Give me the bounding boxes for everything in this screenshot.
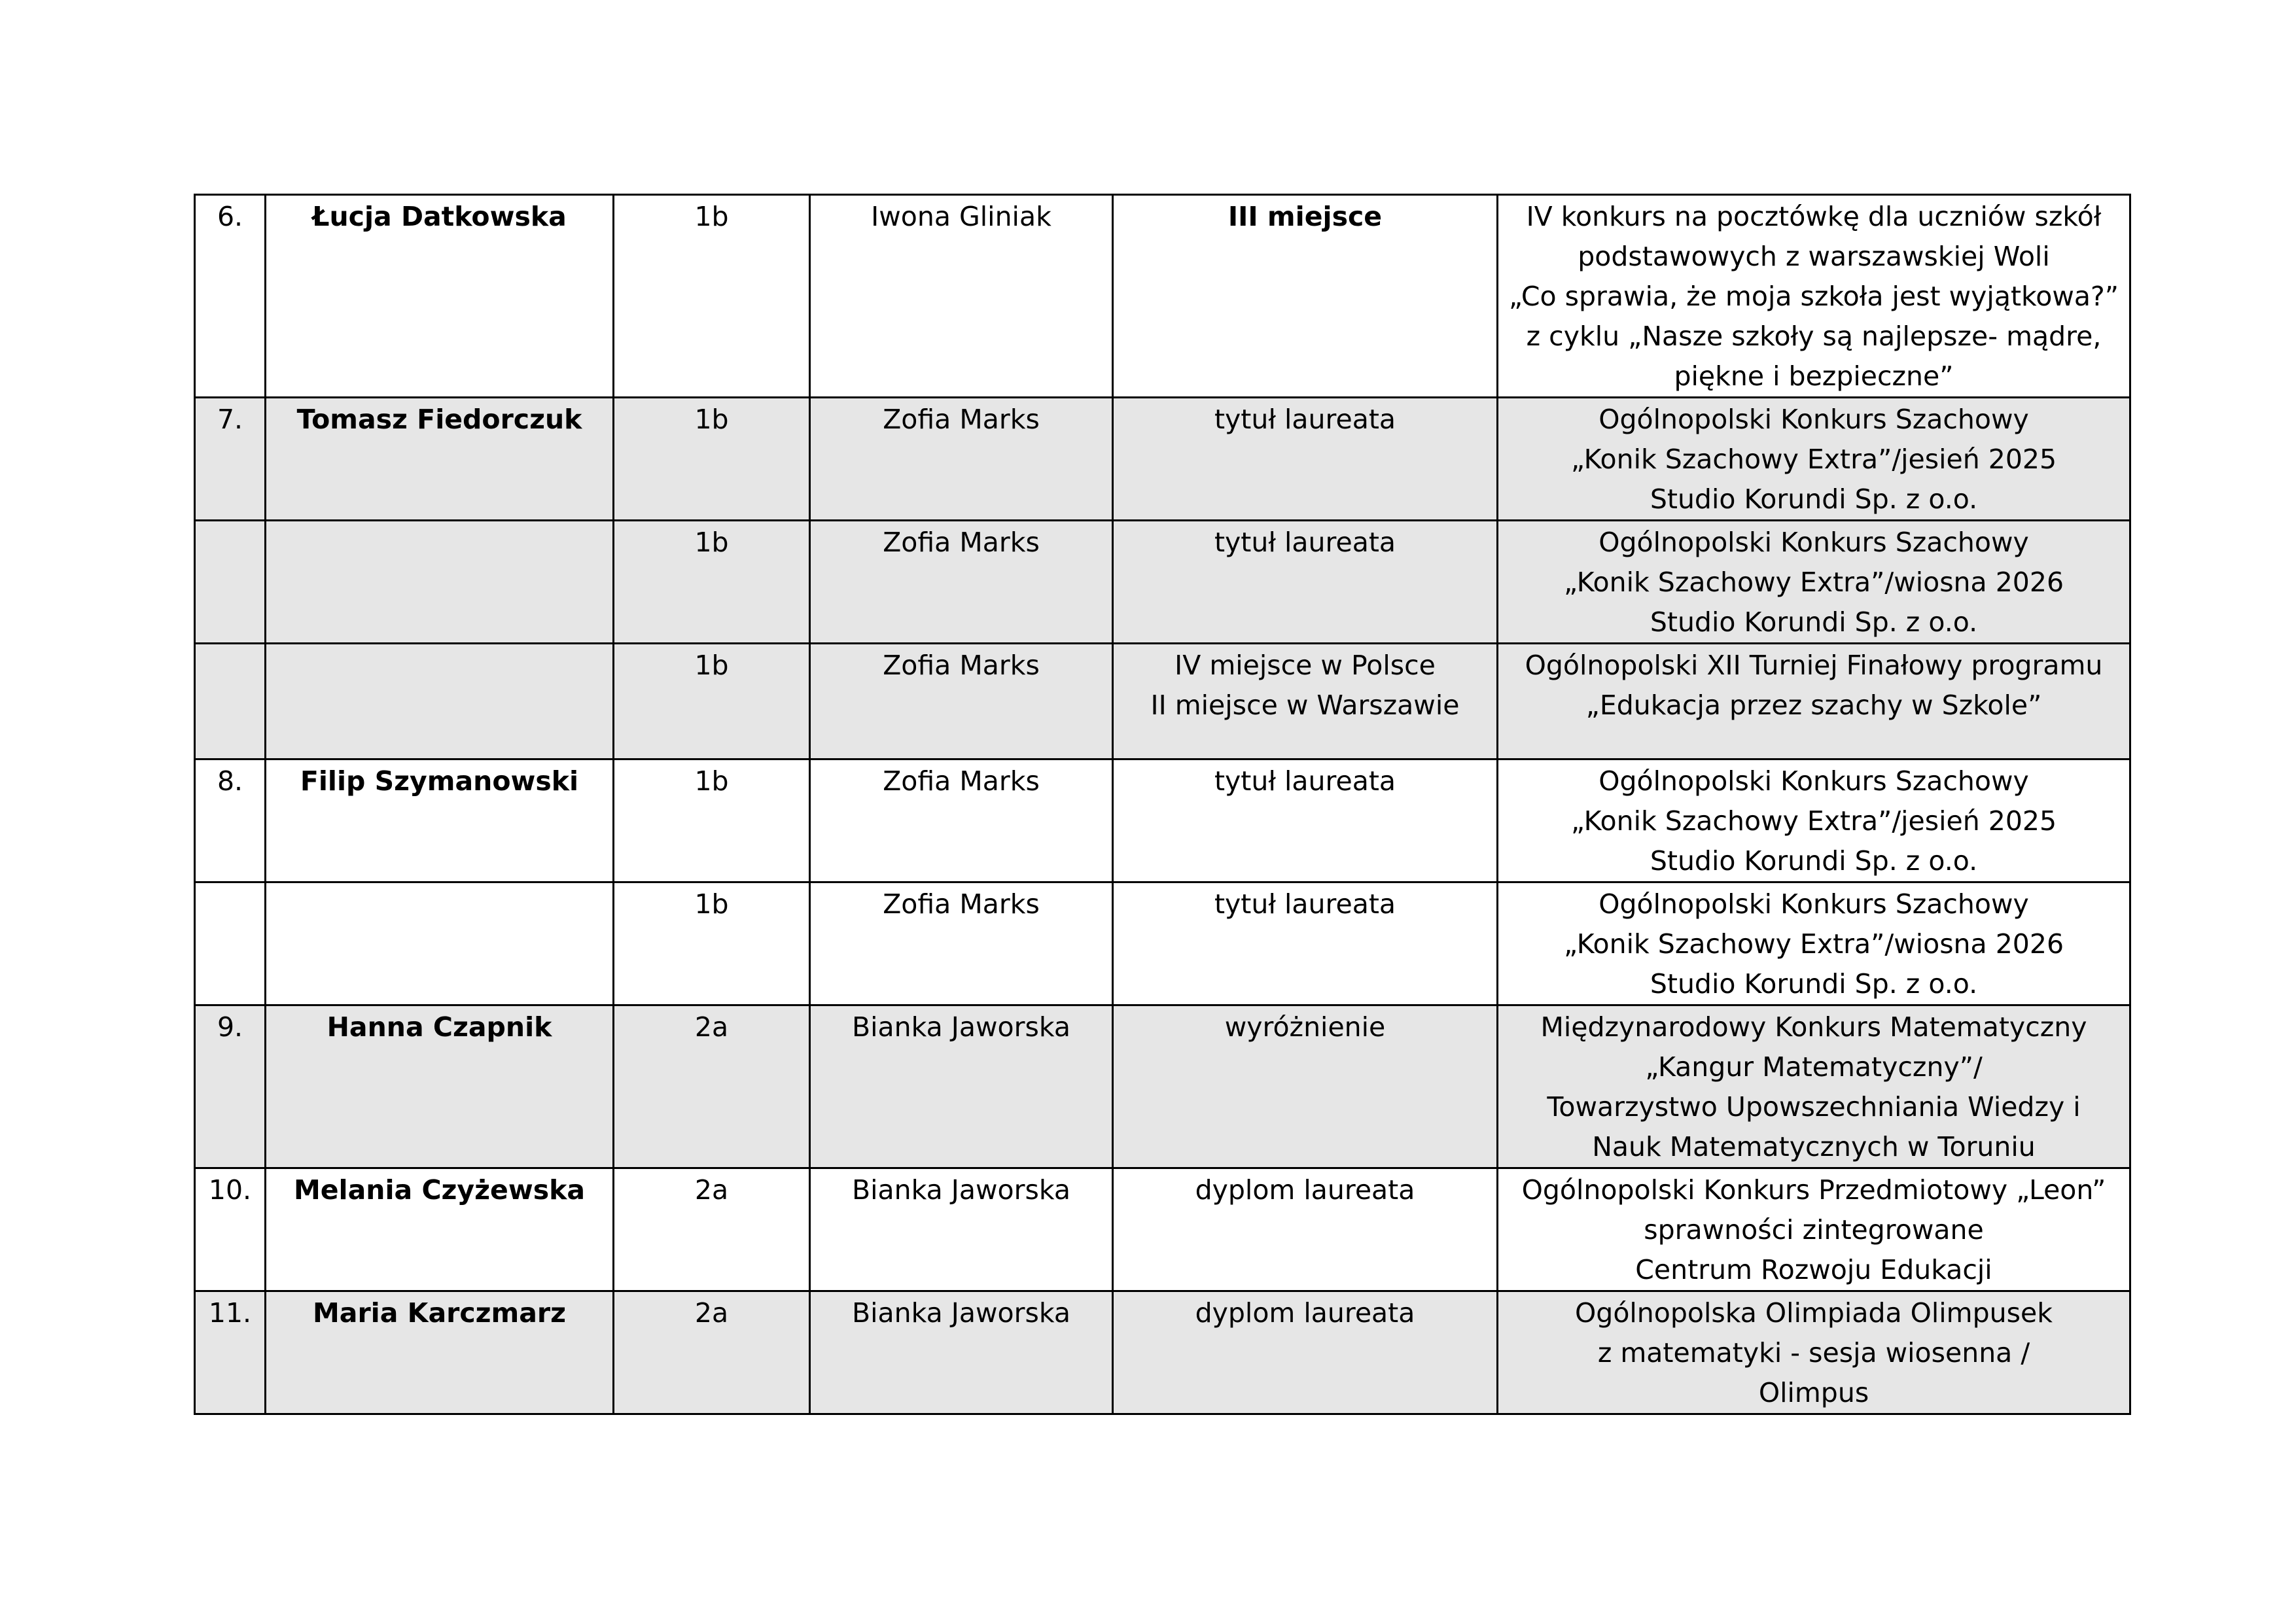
row-number-cell: 9. [195, 1005, 266, 1168]
row-number-cell: 7. [195, 398, 266, 521]
competition-line: „Konik Szachowy Extra”/jesień 2025 [1570, 805, 2057, 837]
competition-cell [1498, 1168, 2130, 1291]
awards-table-body [195, 195, 2130, 1414]
competition-line: „Co sprawia, że moja szkoła jest wyjątkowa?” [1508, 281, 2119, 312]
class-cell: 2a [614, 1005, 810, 1168]
class-cell: 2a [614, 1291, 810, 1414]
teacher-cell: Bianka Jaworska [810, 1005, 1113, 1168]
place-cell [1113, 195, 1498, 398]
student-name-cell [266, 521, 614, 644]
competition-cell [1498, 644, 2130, 759]
row-number-cell [195, 644, 266, 759]
competition-cell [1498, 398, 2130, 521]
competition-line: z cyklu „Nasze szkoły są najlepsze- mądre, [1526, 321, 2102, 352]
class-cell: 1b [614, 882, 810, 1005]
competition-line: z matematyki - sesja wiosenna / [1597, 1337, 2030, 1369]
competition-line: Ogólnopolski XII Turniej Finałowy programu [1525, 650, 2103, 681]
teacher-cell: Zofia Marks [810, 398, 1113, 521]
class-cell: 1b [614, 521, 810, 644]
student-name-cell: Tomasz Fiedorczuk [266, 398, 614, 521]
competition-line: Ogólnopolski Konkurs Szachowy [1598, 765, 2029, 797]
competition-line: Ogólnopolski Konkurs Szachowy [1598, 527, 2029, 558]
competition-cell [1498, 195, 2130, 398]
place-cell [1113, 1168, 1498, 1291]
competition-line: Studio Korundi Sp. z o.o. [1650, 968, 1978, 1000]
table-row [195, 398, 2130, 521]
competition-cell [1498, 1005, 2130, 1168]
student-name-cell: Filip Szymanowski [266, 759, 614, 882]
place-line: tytuł laureata [1214, 404, 1396, 435]
competition-line: „Konik Szachowy Extra”/wiosna 2026 [1563, 928, 2064, 960]
row-number-cell: 11. [195, 1291, 266, 1414]
competition-line: Studio Korundi Sp. z o.o. [1650, 483, 1978, 515]
competition-line: sprawności zintegrowane [1644, 1214, 1984, 1246]
place-cell [1113, 882, 1498, 1005]
student-name-cell: Maria Karczmarz [266, 1291, 614, 1414]
class-cell: 1b [614, 195, 810, 398]
class-cell: 1b [614, 644, 810, 759]
row-number-cell: 6. [195, 195, 266, 398]
competition-line: „Edukacja przez szachy w Szkole” [1585, 689, 2042, 721]
place-cell [1113, 1291, 1498, 1414]
competition-cell [1498, 882, 2130, 1005]
place-cell [1113, 644, 1498, 759]
place-line: dyplom laureata [1195, 1297, 1415, 1329]
competition-line: Ogólnopolski Konkurs Przedmiotowy „Leon” [1521, 1174, 2106, 1206]
competition-line: Studio Korundi Sp. z o.o. [1650, 606, 1978, 638]
place-line: wyróżnienie [1224, 1011, 1386, 1043]
competition-line: piękne i bezpieczne” [1674, 360, 1954, 392]
competition-line: Olimpus [1758, 1377, 1869, 1408]
place-cell [1113, 398, 1498, 521]
place-line: dyplom laureata [1195, 1174, 1415, 1206]
table-row [195, 1005, 2130, 1168]
place-line: tytuł laureata [1214, 888, 1396, 920]
teacher-cell: Iwona Gliniak [810, 195, 1113, 398]
table-row [195, 1168, 2130, 1291]
row-number-cell [195, 882, 266, 1005]
student-name-cell: Melania Czyżewska [266, 1168, 614, 1291]
place-cell [1113, 759, 1498, 882]
class-cell: 1b [614, 759, 810, 882]
class-cell: 1b [614, 398, 810, 521]
place-line: II miejsce w Warszawie [1150, 689, 1460, 721]
student-name-cell [266, 882, 614, 1005]
table-row [195, 759, 2130, 882]
competition-line: podstawowych z warszawskiej Woli [1578, 241, 2050, 272]
row-number-cell [195, 521, 266, 644]
competition-line: Międzynarodowy Konkurs Matematyczny [1540, 1011, 2087, 1043]
class-cell: 2a [614, 1168, 810, 1291]
competition-line: Towarzystwo Upowszechniania Wiedzy i [1547, 1091, 2081, 1123]
teacher-cell: Bianka Jaworska [810, 1168, 1113, 1291]
competition-cell [1498, 1291, 2130, 1414]
teacher-cell: Zofia Marks [810, 882, 1113, 1005]
competition-line: Ogólnopolski Konkurs Szachowy [1598, 888, 2029, 920]
place-line: III miejsce [1227, 201, 1383, 232]
competition-line: „Kangur Matematyczny”/ [1645, 1051, 1983, 1083]
row-number-cell: 8. [195, 759, 266, 882]
competition-line: IV konkurs na pocztówkę dla uczniów szkół [1526, 201, 2102, 232]
place-line: tytuł laureata [1214, 765, 1396, 797]
row-number-cell: 10. [195, 1168, 266, 1291]
student-name-cell: Łucja Datkowska [266, 195, 614, 398]
table-row [195, 195, 2130, 398]
place-cell [1113, 521, 1498, 644]
competition-line: Studio Korundi Sp. z o.o. [1650, 845, 1978, 877]
place-cell [1113, 1005, 1498, 1168]
place-line: IV miejsce w Polsce [1174, 650, 1436, 681]
table-row [195, 1291, 2130, 1414]
awards-table [194, 194, 2131, 1415]
place-line: tytuł laureata [1214, 527, 1396, 558]
competition-line: „Konik Szachowy Extra”/jesień 2025 [1570, 444, 2057, 475]
competition-line: Ogólnopolska Olimpiada Olimpusek [1575, 1297, 2053, 1329]
teacher-cell: Zofia Marks [810, 644, 1113, 759]
table-row [195, 521, 2130, 644]
competition-line: Nauk Matematycznych w Toruniu [1592, 1131, 2036, 1162]
competition-line: „Konik Szachowy Extra”/wiosna 2026 [1563, 567, 2064, 598]
student-name-cell [266, 644, 614, 759]
table-row [195, 882, 2130, 1005]
student-name-cell: Hanna Czapnik [266, 1005, 614, 1168]
competition-line: Ogólnopolski Konkurs Szachowy [1598, 404, 2029, 435]
competition-line: Centrum Rozwoju Edukacji [1635, 1254, 1992, 1285]
teacher-cell: Bianka Jaworska [810, 1291, 1113, 1414]
teacher-cell: Zofia Marks [810, 521, 1113, 644]
competition-cell [1498, 759, 2130, 882]
competition-cell [1498, 521, 2130, 644]
table-row [195, 644, 2130, 759]
teacher-cell: Zofia Marks [810, 759, 1113, 882]
